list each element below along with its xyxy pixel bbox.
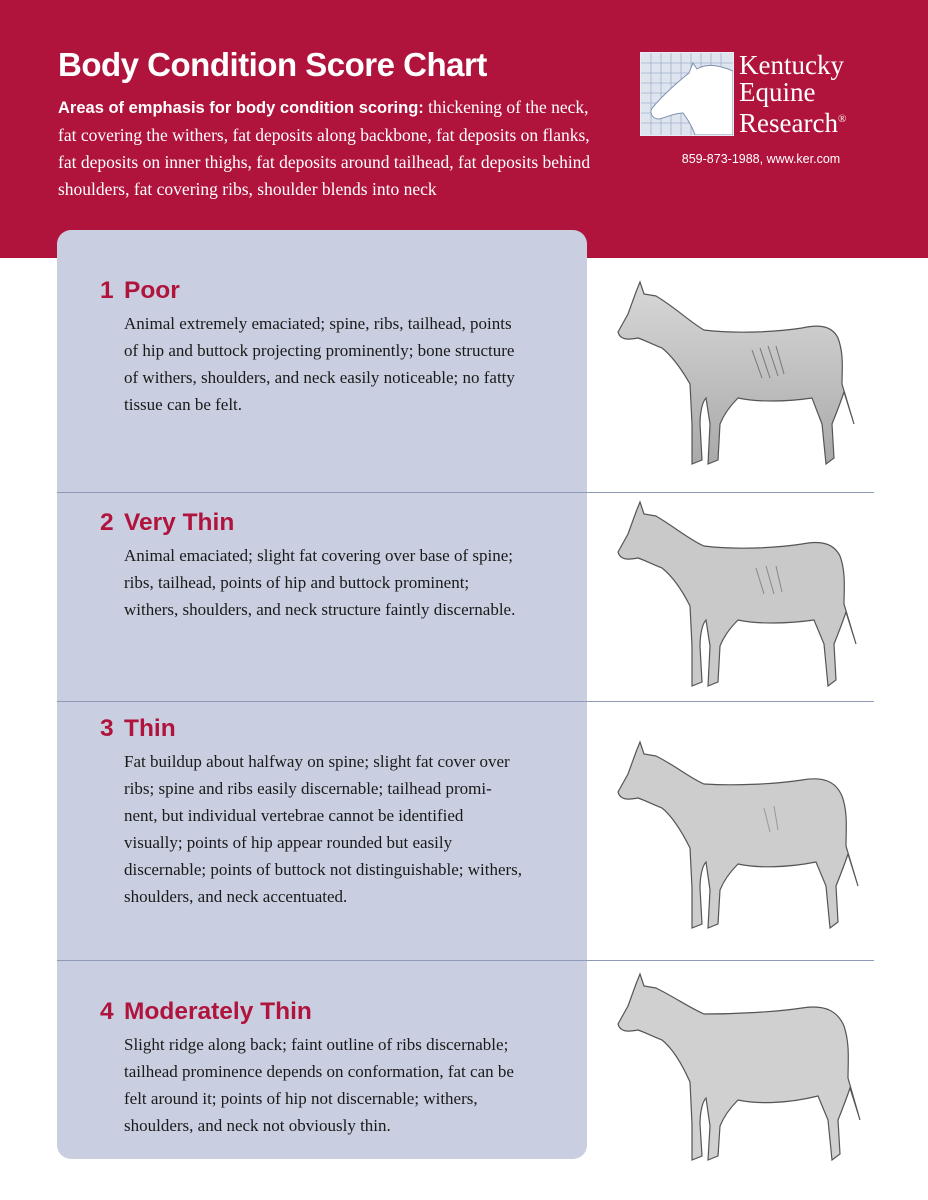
registered-mark: ® <box>837 113 847 125</box>
divider <box>57 492 874 493</box>
score-description: Fat buildup about halfway on spine; slight fat cover over ribs; spine and ribs easily discernable; tailhead promi-nent, but individual vertebrae cannot be identified visually; points of hip appear rounded but easily discernable; points of buttock not distinguishable; withers, shoulders, and neck accentuated. <box>124 752 523 906</box>
score-description: Animal extremely emaciated; spine, ribs, tailhead, points of hip and buttock projecting prominently; bone structure of withers, shoulders, and neck easily noticeable; no fatty tissue can be felt. <box>124 314 515 414</box>
score-label: Poor <box>124 277 180 304</box>
horse-illustration-icon <box>606 494 868 694</box>
contact-info: 859-873-1988, www.ker.com <box>681 152 841 166</box>
score-heading <box>100 714 580 744</box>
score-number: 3 <box>100 715 114 742</box>
score-heading <box>100 997 580 1027</box>
score-label: Thin <box>124 715 176 742</box>
horse-illustration-icon <box>606 734 868 934</box>
ker-logo <box>640 52 890 137</box>
score-section <box>100 276 580 418</box>
horse-illustration-icon <box>606 966 868 1166</box>
score-description: Slight ridge along back; faint outline of ribs discernable; tailhead prominence depends on conformation, fat can be felt around it; points of hip not discernable; withers, shoulders, and neck not obviously thin. <box>124 1035 514 1135</box>
score-number: 4 <box>100 998 114 1025</box>
header-banner <box>0 0 928 258</box>
horse-illustration-icon <box>606 274 868 474</box>
score-label: Very Thin <box>124 509 235 536</box>
score-section <box>100 997 580 1139</box>
score-section <box>100 508 580 623</box>
score-description: Animal emaciated; slight fat covering over base of spine; ribs, tailhead, points of hip and buttock prominent; withers, shoulders, and neck structure faintly discernable. <box>124 546 516 619</box>
intro-text: thickening of the neck, fat covering the withers, fat deposits along backbone, fat deposits on flanks, fat deposits on inner thighs, fat deposits around tailhead, fat deposits behind shoulders, fat covering ribs, shoulder blends into neck <box>58 97 591 199</box>
horse-head-grid-icon <box>640 52 734 136</box>
logo-wordmark <box>739 52 889 137</box>
page-title: Body Condition Score Chart <box>58 46 487 83</box>
score-heading <box>100 276 580 306</box>
divider <box>57 960 874 961</box>
intro-paragraph <box>58 94 603 203</box>
divider <box>57 701 874 702</box>
score-number: 1 <box>100 277 114 304</box>
score-section <box>100 714 580 910</box>
logo-line-3: Research <box>739 108 838 138</box>
logo-line-2: Equine <box>739 77 816 107</box>
score-label: Moderately Thin <box>124 998 312 1025</box>
score-heading <box>100 508 580 538</box>
logo-line-1: Kentucky <box>739 50 844 80</box>
score-number: 2 <box>100 509 114 536</box>
intro-lead: Areas of emphasis for body condition scoring: <box>58 99 424 117</box>
